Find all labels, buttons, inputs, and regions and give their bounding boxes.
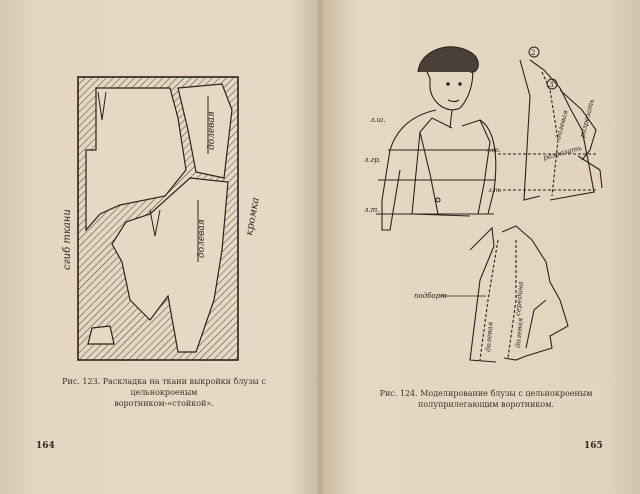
caption-line: Рис. 124. Моделирование блузы с цельнокроеным	[379, 389, 593, 398]
grain-label: долевая	[554, 109, 570, 141]
line-label: л.т.	[364, 206, 380, 214]
marker-label: 3	[549, 81, 554, 89]
figure-caption-123	[34, 376, 294, 409]
caption-line: Рис. 123. Раскладка на ткани выкройки блузы с цельнокроеным	[62, 377, 266, 397]
cut-label: разрезать	[542, 143, 583, 162]
line-label: л.гр.	[486, 147, 501, 154]
modeling-figure	[320, 0, 640, 494]
grain-label: долевая	[197, 219, 207, 258]
pattern-piece-collar	[88, 326, 114, 344]
cut-label: разрезать	[578, 98, 597, 139]
lapel-label: подборт	[414, 292, 447, 300]
grain-label: долевая	[207, 111, 217, 150]
grain-label: долевая	[484, 321, 495, 353]
woman-illustration	[376, 47, 496, 230]
marker-label: 2	[531, 49, 536, 57]
page-number-right: 165	[584, 441, 603, 451]
caption-line: воротником-«стойкой».	[114, 399, 214, 408]
line-label: л.т.	[488, 187, 502, 194]
grain-label: долевая	[514, 317, 525, 349]
line-label: л.гр.	[364, 156, 381, 164]
figure-caption-124	[376, 388, 596, 410]
selvage-label: кромка	[244, 196, 262, 237]
fold-label: сгиб ткани	[62, 209, 73, 270]
line-label: л.ш.	[370, 116, 386, 124]
right-page	[320, 0, 640, 494]
page-number-left: 164	[36, 441, 55, 451]
center-label: середина	[514, 281, 525, 317]
caption-line: полуприлегающим воротником.	[418, 400, 554, 409]
